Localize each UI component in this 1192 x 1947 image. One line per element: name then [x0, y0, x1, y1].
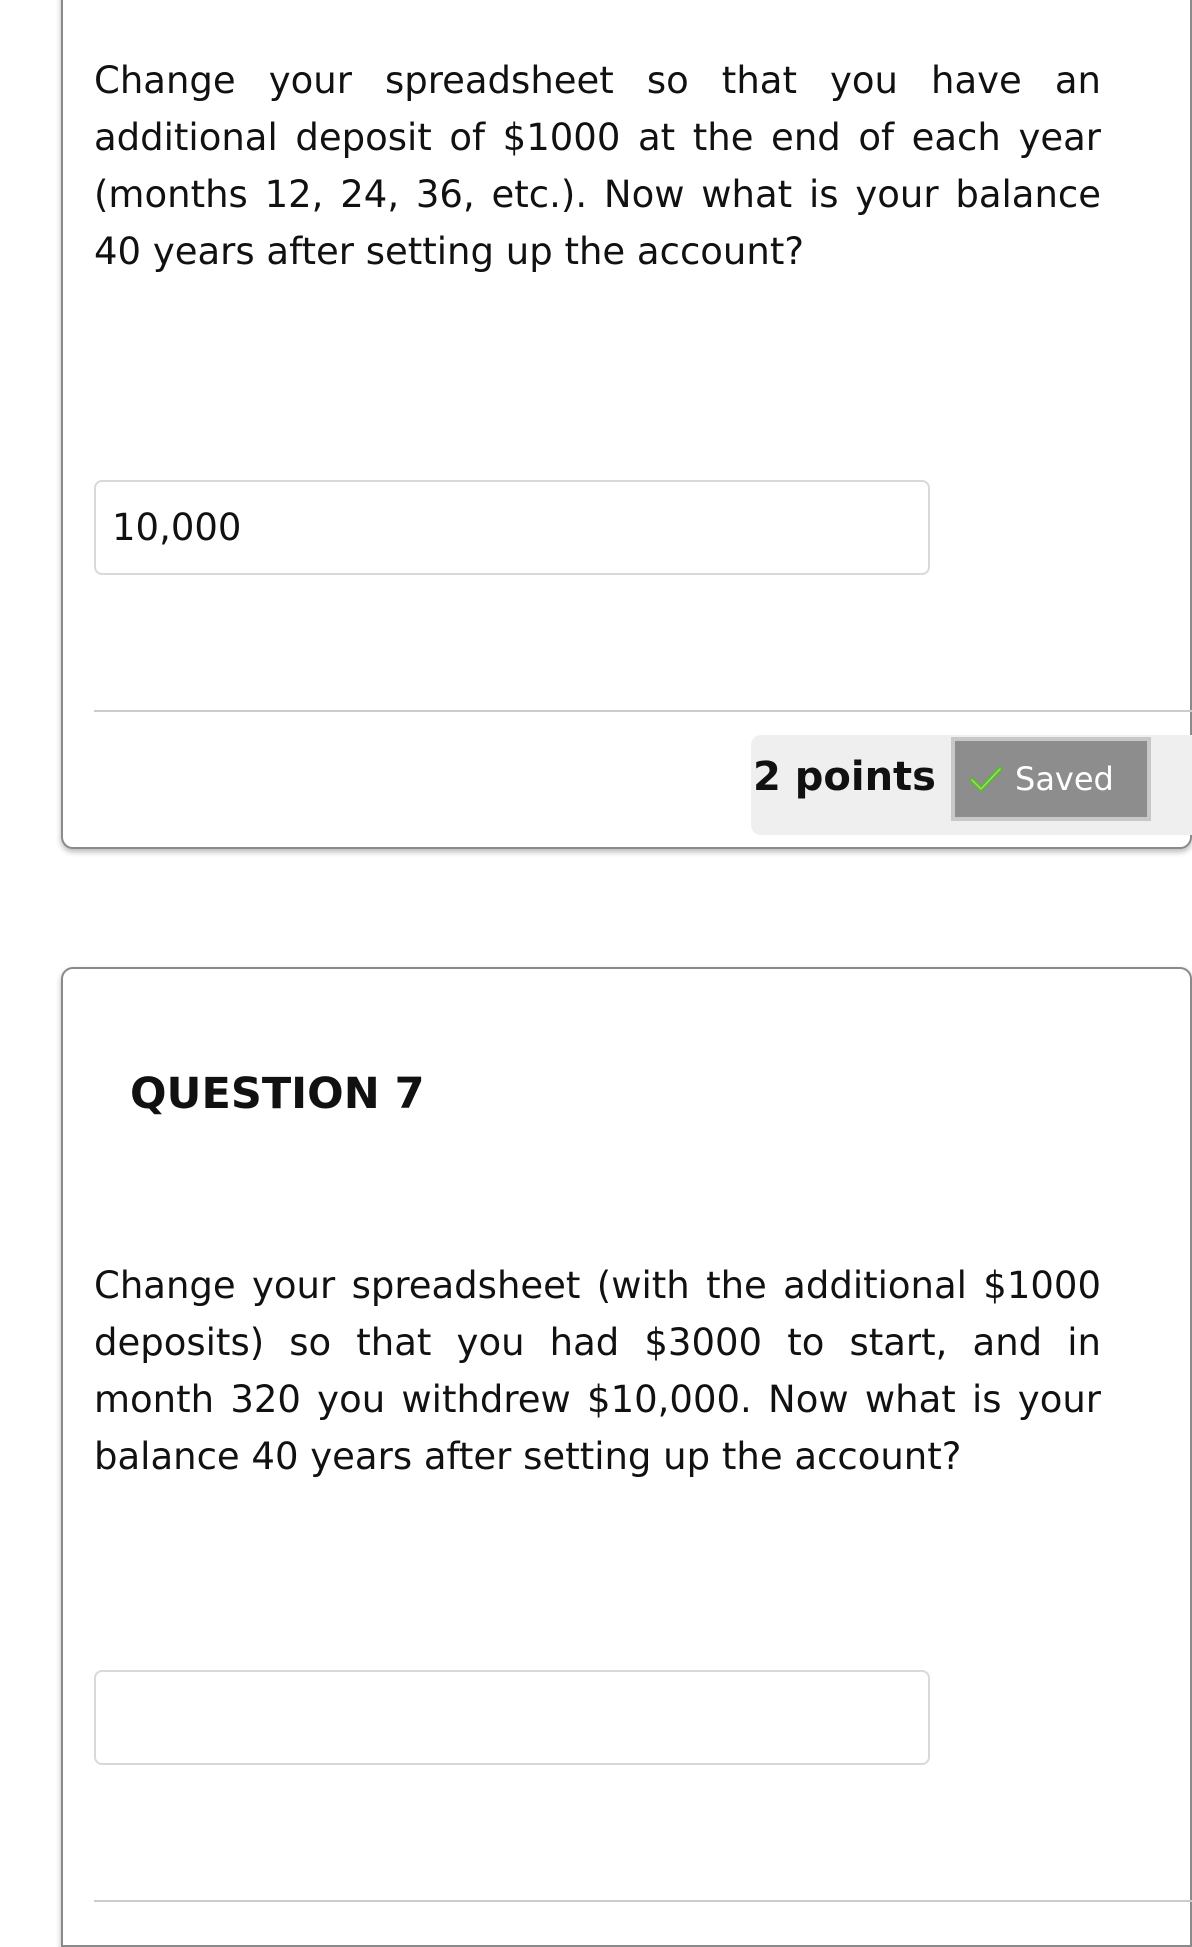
question-7-card — [61, 967, 1192, 1947]
points-label: 2 points — [753, 754, 936, 800]
question-heading: QUESTION 7 — [130, 1069, 425, 1119]
saved-button[interactable] — [951, 737, 1151, 821]
question-7-text: Change your spreadsheet (with the additional $1000 deposits) so that you had $3000 to start, and in month 320 you withdrew $10,000. Now what is your balance 40 years after setting up the account? — [94, 1264, 1101, 1478]
divider — [94, 1900, 1192, 1902]
question-6-text: Change your spreadsheet so that you have an additional deposit of $1000 at the end of each year (months 12, 24, 36, etc.). Now what is your balance 40 years after setting up the account? — [94, 59, 1101, 273]
points-bar — [751, 735, 1192, 835]
question-6-card — [61, 0, 1192, 849]
divider — [94, 710, 1192, 712]
question-7-answer-input[interactable] — [94, 1670, 930, 1765]
saved-label: Saved — [1015, 760, 1114, 798]
question-6-answer-input[interactable] — [94, 480, 930, 575]
check-icon — [969, 764, 1003, 794]
